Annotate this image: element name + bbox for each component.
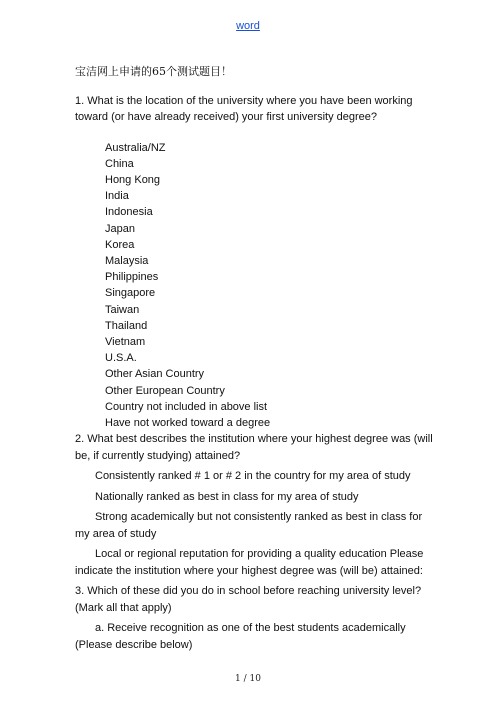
q1-option: China: [105, 157, 134, 170]
q1-option: Other Asian Country: [105, 368, 205, 381]
header-word-link[interactable]: word: [236, 20, 260, 32]
question-1: 1. What is the location of the university where you have been working toward (or have already received) your first university degree?: [75, 94, 413, 123]
question-1-options: [75, 140, 435, 432]
q2-option: Consistently ranked # 1 or # 2 in the country for my area of study: [95, 470, 411, 483]
q1-option: Philippines: [105, 271, 159, 284]
q1-option: Indonesia: [105, 206, 153, 219]
q1-option: Country not included in above list: [105, 400, 268, 413]
q1-option: Have not worked toward a degree: [105, 416, 271, 429]
q1-option: Korea: [105, 238, 135, 251]
page-number: 1 / 10: [235, 674, 261, 684]
q1-option: Japan: [105, 222, 135, 235]
q1-option: Vietnam: [105, 335, 146, 348]
q1-option: Thailand: [105, 319, 148, 332]
q1-option: India: [105, 190, 129, 203]
q2-option: Local or regional reputation for providing a quality education Please indicate the institution where your highest degree was (will be) attained:: [75, 548, 424, 577]
q1-option: Other European Country: [105, 384, 225, 397]
q1-option: Malaysia: [105, 254, 149, 267]
question-3: 3. Which of these did you do in school before reaching university level? (Mark all that apply): [75, 585, 422, 614]
q1-option: Australia/NZ: [105, 141, 166, 154]
q2-option: Strong academically but not consistently ranked as best in class for my area of study: [75, 511, 423, 540]
q2-option: Nationally ranked as best in class for my area of study: [95, 490, 359, 503]
q1-option: Singapore: [105, 287, 156, 300]
q1-option: U.S.A.: [105, 352, 137, 365]
q3-option: a. Receive recognition as one of the best students academically (Please describe below): [75, 622, 406, 651]
document-title: 宝洁网上申请的65个测试题目！: [75, 65, 232, 78]
q1-option: Hong Kong: [105, 173, 161, 186]
question-2: 2. What best describes the institution where your highest degree was (will be, if currently studying) attained?: [75, 433, 433, 462]
document-body: [75, 64, 435, 657]
q1-option: Taiwan: [105, 303, 140, 316]
